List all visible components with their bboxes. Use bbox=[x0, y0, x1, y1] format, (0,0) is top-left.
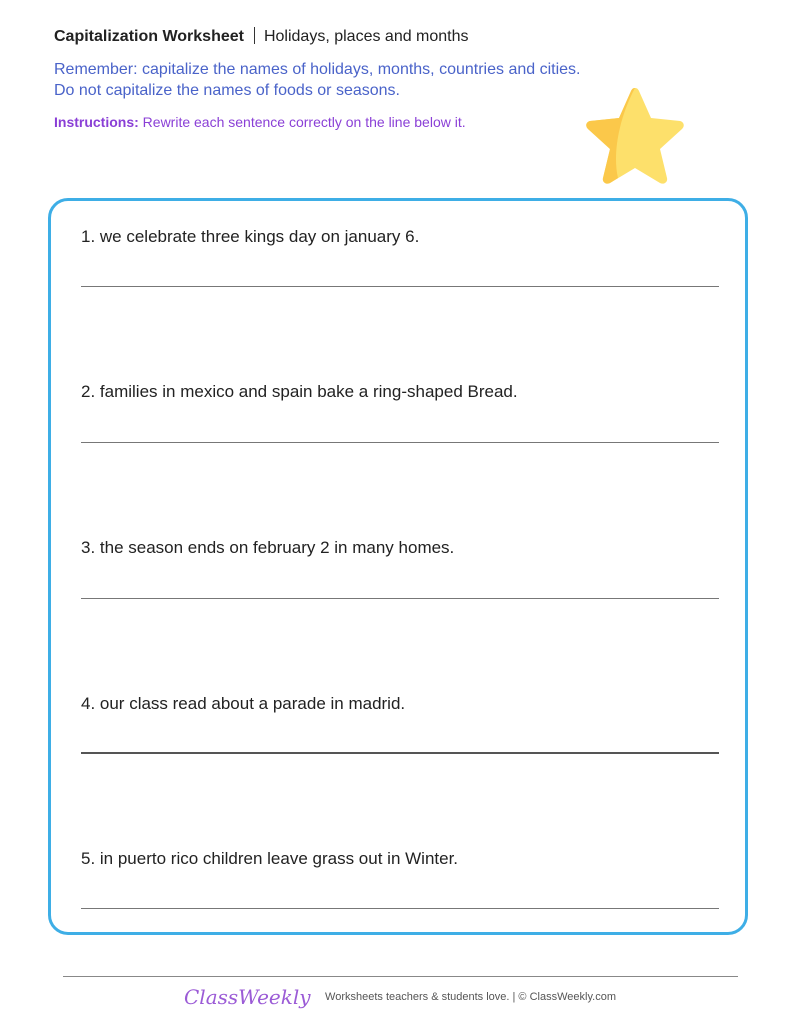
footer bbox=[0, 985, 800, 1009]
answer-line-3[interactable] bbox=[81, 598, 719, 599]
worksheet-title: Capitalization Worksheet bbox=[54, 28, 244, 45]
instructions-label: Instructions: bbox=[54, 114, 139, 130]
question-1: 1. we celebrate three kings day on january 6. bbox=[81, 227, 420, 246]
answer-line-4[interactable] bbox=[81, 752, 719, 754]
worksheet-header bbox=[54, 27, 469, 46]
answer-line-2[interactable] bbox=[81, 442, 719, 443]
star-icon bbox=[578, 82, 692, 192]
question-5: 5. in puerto rico children leave grass out in Winter. bbox=[81, 849, 459, 868]
answer-line-1[interactable] bbox=[81, 286, 719, 287]
answer-line-5[interactable] bbox=[81, 908, 719, 909]
classweekly-logo: ClassWeekly bbox=[184, 985, 311, 1009]
instructions-text: Rewrite each sentence correctly on the line below it. bbox=[142, 114, 466, 130]
title-divider bbox=[254, 27, 255, 44]
question-2: 2. families in mexico and spain bake a ring-shaped Bread. bbox=[81, 382, 518, 401]
question-3: 3. the season ends on february 2 in many homes. bbox=[81, 538, 455, 557]
worksheet-subtitle: Holidays, places and months bbox=[263, 28, 469, 45]
question-4: 4. our class read about a parade in madrid. bbox=[81, 694, 406, 713]
footer-divider bbox=[63, 976, 738, 977]
footer-tagline: Worksheets teachers & students love. | © ClassWeekly.com bbox=[325, 991, 616, 1003]
questions-panel bbox=[48, 198, 748, 935]
instructions bbox=[54, 114, 466, 130]
remember-note: Remember: capitalize the names of holidays, months, countries and cities. Do not capitalize the names of foods or seasons. bbox=[54, 61, 581, 99]
